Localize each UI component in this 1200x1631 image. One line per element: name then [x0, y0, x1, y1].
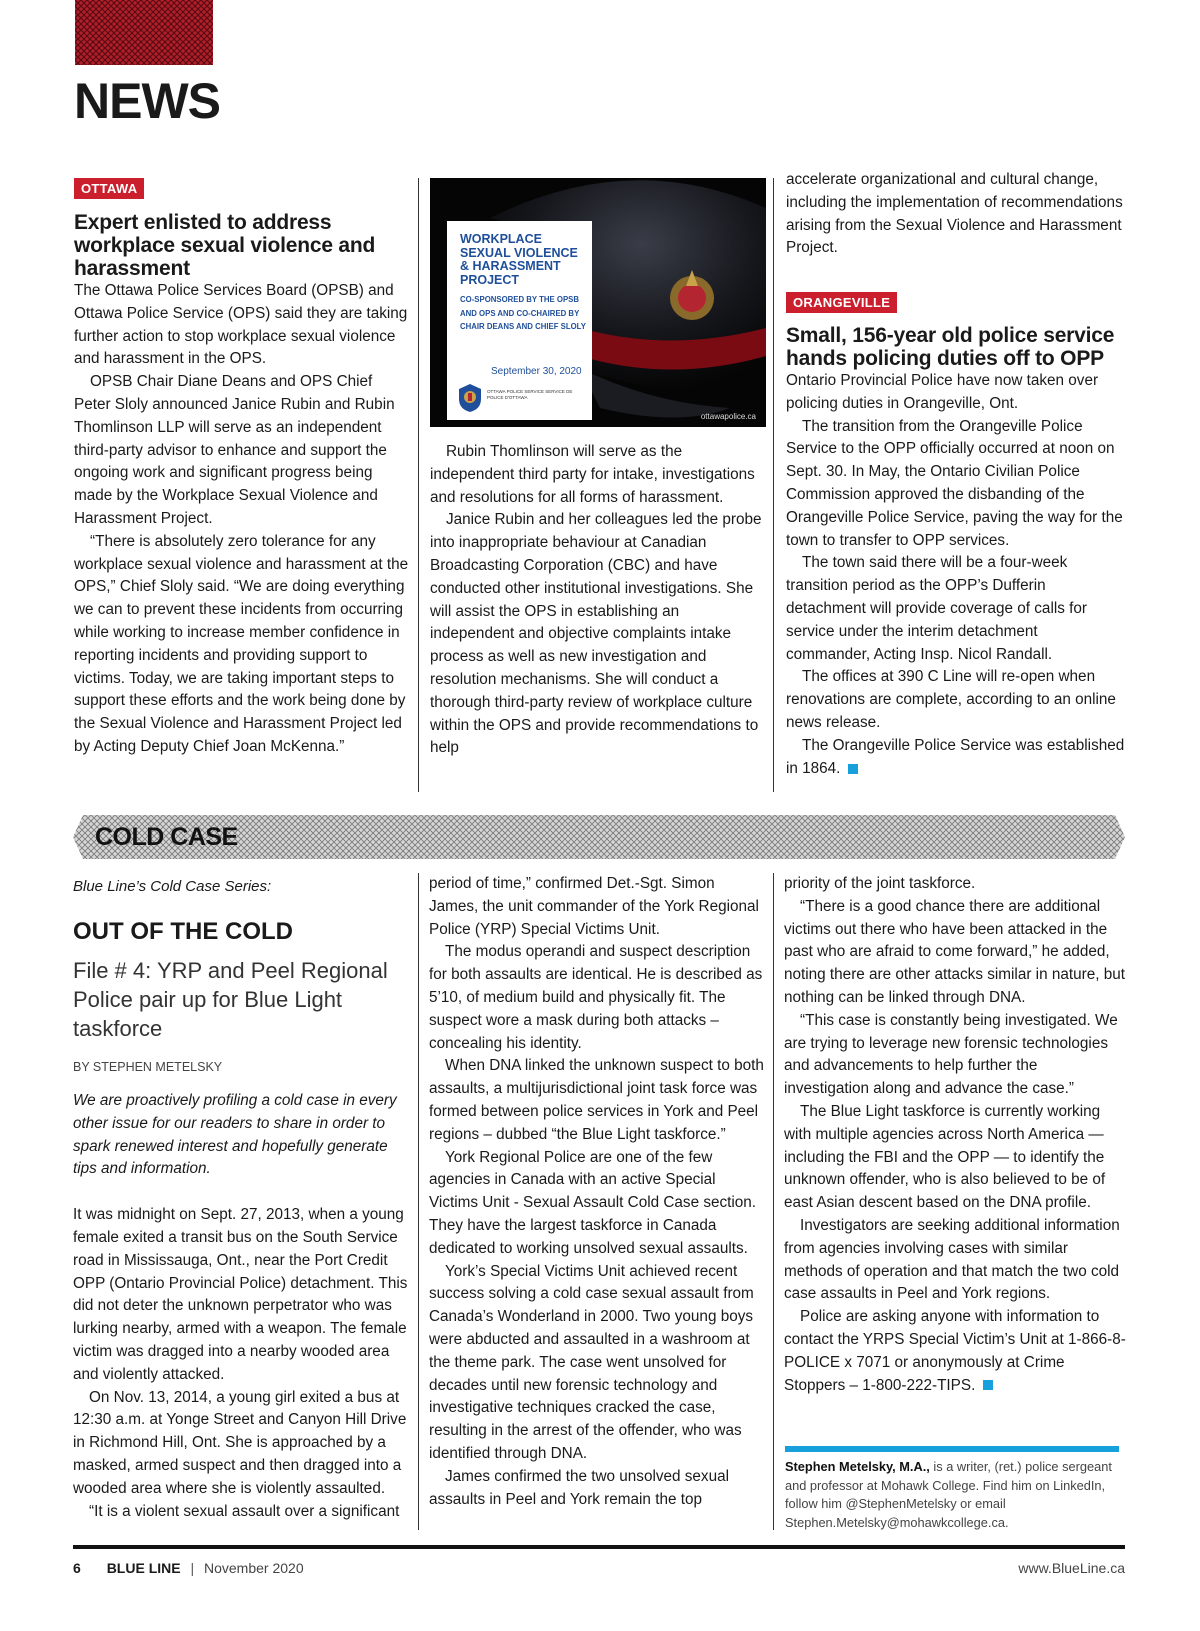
paragraph: The transition from the Orangeville Police Service to the OPP officially occurred at noon on Sept. 30. In May, the Ontario Civilian Police Commission approved the disbanding of the Orangeville Police Service, paving the way for the town to transfer to OPP services.	[786, 417, 1123, 549]
poster-subtitle: CO-SPONSORED BY THE OPSB AND OPS AND CO-CHAIRED BY CHAIR DEANS AND CHIEF SLOLY	[460, 295, 586, 331]
ottawa-article-col1	[74, 178, 413, 759]
end-mark-icon	[983, 1380, 993, 1390]
paragraph: OPSB Chair Diane Deans and OPS Chief Peter Sloly announced Janice Rubin and Rubin Thomlinson LLP will serve as an independent third-party advisor to enhance and support the ongoing work and significant progress being made by the Workplace Sexual Violence and Harassment Project.	[74, 373, 395, 527]
byline: BY STEPHEN METELSKY	[73, 1060, 223, 1074]
poster-title: WORKPLACE SEXUAL VIOLENCE & HARASSMENT PROJECT	[460, 232, 578, 287]
paragraph: The Ottawa Police Services Board (OPSB) and Ottawa Police Service (OPS) said they are taking further action to stop workplace sexual violence and harassment in the OPS.	[74, 282, 408, 368]
poster-date: September 30, 2020	[491, 366, 582, 377]
paragraph: It was midnight on Sept. 27, 2013, when a young female exited a transit bus on the South Service road in Mississauga, Ont., near the Port Credit OPP (Ontario Provincial Police) detachment. This did not deter the unknown perpetrator who was lurking nearby, armed with a weapon. The female victim was dragged into a nearby wooded area and violently attacked.	[73, 1206, 408, 1383]
paragraph: York Regional Police are one of the few agencies in Canada with an active Special Victims Unit - Sexual Assault Cold Case section. They have the largest taskforce in Canada dedicated to working unsolved sexual assaults.	[429, 1148, 757, 1257]
orangeville-headline: Small, 156-year old police service hands policing duties off to OPP	[786, 324, 1115, 370]
paragraph-text: The Orangeville Police Service was established in 1864.	[786, 736, 1125, 777]
photo-website: ottawapolice.ca	[700, 412, 756, 421]
paragraph: The town said there will be a four-week transition period as the OPP’s Dufferin detachment will provide coverage of calls for service under the interim detachment commander, Acting Insp. Nicol Randall.	[786, 554, 1087, 663]
ottawa-body-col3	[786, 169, 1126, 260]
issue-date: November 2020	[204, 1560, 304, 1576]
cold-case-body-col3	[784, 873, 1126, 1397]
section-title: NEWS	[74, 73, 220, 129]
end-mark-icon	[848, 764, 858, 774]
orangeville-article	[786, 292, 1126, 780]
cold-case-body-col2	[429, 873, 765, 1511]
ottawa-headline: Expert enlisted to address workplace sexual violence and harassment	[74, 211, 376, 280]
paragraph: priority of the joint taskforce.	[784, 875, 976, 892]
cold-case-subtitle: File # 4: YRP and Peel Regional Police pair up for Blue Light taskforce	[73, 958, 388, 1041]
series-label: Blue Line’s Cold Case Series:	[73, 878, 272, 895]
paragraph-text: Police are asking anyone with information to contact the YRPS Special Victim’s Unit at 1-866-8-POLICE x 7071 or anonymously at Crime Stoppers – 1-800-222-TIPS.	[784, 1308, 1126, 1394]
paragraph: The modus operandi and suspect description for both assaults are identical. He is described as 5’10, of medium build and physically fit. The suspect wore a mask during both attacks – concealing his identity.	[429, 943, 763, 1052]
orangeville-body	[786, 370, 1126, 780]
author-bio-rule	[785, 1446, 1119, 1452]
ottawa-police-crest-icon	[457, 383, 483, 413]
paragraph: Ontario Provincial Police have now taken over policing duties in Orangeville, Ont.	[786, 372, 1099, 412]
poster-org: OTTAWA POLICE SERVICE SERVICE DE POLICE D'OTTAWA	[487, 389, 573, 400]
paragraph: “It is a violent sexual assault over a significant	[89, 1502, 400, 1520]
author-bio	[785, 1458, 1119, 1532]
ottawa-tag: OTTAWA	[74, 178, 144, 199]
cold-case-col1	[73, 876, 413, 1523]
footer-separator: |	[190, 1560, 195, 1576]
intro-text: We are proactively profiling a cold case in every other issue for our readers to share in order to spark renewed interest and hopefully generate tips and information.	[73, 1092, 397, 1178]
paragraph: James confirmed the two unsolved sexual assaults in Peel and York remain the top	[429, 1467, 729, 1508]
cold-case-banner-title: COLD CASE	[95, 823, 238, 851]
orangeville-tag: ORANGEVILLE	[786, 292, 897, 313]
ottawa-body-col2	[430, 441, 765, 760]
paragraph: “This case is constantly being investigated. We are trying to leverage new forensic technologies and advancements to help further the investigation along and advance the case.”	[784, 1011, 1118, 1098]
footer-website: www.BlueLine.ca	[1018, 1560, 1125, 1576]
footer-left	[73, 1559, 304, 1577]
paragraph	[786, 735, 1126, 781]
paragraph: Janice Rubin and her colleagues led the probe into inappropriate behaviour at Canadian Broadcasting Corporation (CBC) and have conducted other institutional investigations. She will assist the OPS in establishing an independent and objective complaints intake process as well as new investigation and resolution mechanisms. She will conduct a thorough third-party review of workplace culture within the OPS and provide recommendations to help	[430, 511, 762, 757]
paragraph: Rubin Thomlinson will serve as the independent third party for intake, investigations and resolutions for all forms of harassment.	[430, 443, 755, 506]
magazine-name: BLUE LINE	[106, 1560, 181, 1576]
page-number: 6	[73, 1560, 81, 1576]
paragraph: York’s Special Victims Unit achieved recent success solving a cold case sexual assault from Canada’s Wonderland in 2000. Two young boys were abducted and assaulted in a washroom at the theme park. The case went unsolved for decades until new forensic technology and investigative techniques cracked the case, resulting in the arrest of the offender, who was identified through DNA.	[429, 1262, 754, 1462]
paragraph: “There is absolutely zero tolerance for any workplace sexual violence and harassment at the OPS,” Chief Sloly said. “We are doing everything we can to prevent these incidents from occurring while working to increase member confidence in reporting incidents and providing support to victims. Today, we are taking important steps to support these efforts and the work being done by the Sexual Violence and Harassment Project led by Acting Deputy Chief Joan McKenna.”	[74, 532, 409, 755]
column-divider	[418, 178, 419, 792]
paragraph: When DNA linked the unknown suspect to both assaults, a multijurisdictional joint task force was formed between police services in York and Peel regions – dubbed “the Blue Light taskforce.”	[429, 1057, 764, 1143]
paragraph: “There is a good chance there are additional victims out there who have been attacked in the past who are afraid to come forward,” he added, noting there are other attacks similar in nature, but nothing can be linked through DNA.	[784, 897, 1125, 1006]
column-divider	[418, 873, 419, 1530]
column-divider	[773, 873, 774, 1530]
paragraph: The offices at 390 C Line will re-open when renovations are complete, according to an online news release.	[786, 668, 1116, 731]
project-poster	[447, 221, 592, 420]
paragraph: period of time,” confirmed Det.-Sgt. Simon James, the unit commander of the York Regional Police (YRP) Special Victims Unit.	[429, 875, 759, 938]
ottawa-body-col1	[74, 280, 413, 759]
paragraph: accelerate organizational and cultural change, including the implementation of recommendations arising from the Sexual Violence and Harassment Project.	[786, 171, 1123, 257]
ottawa-photo	[430, 178, 766, 427]
paragraph: Investigators are seeking additional information from agencies involving cases with similar methods of operation and that match the two cold case assaults in Peel and York regions.	[784, 1216, 1120, 1303]
cold-case-body-col1	[73, 1204, 413, 1523]
paragraph: The Blue Light taskforce is currently working with multiple agencies across North America — including the FBI and the OPP — to identify the unknown offender, who is also believed to be of east Asian descent based on the DNA profile.	[784, 1102, 1106, 1212]
section-pattern-block	[75, 0, 213, 65]
paragraph: On Nov. 13, 2014, a young girl exited a bus at 12:30 a.m. at Yonge Street and Canyon Hill Drive in Richmond Hill, Ont. She is approached by a masked, armed suspect and then dragged into a wooded area where she is violently assaulted.	[73, 1388, 407, 1497]
footer-rule	[73, 1545, 1125, 1549]
column-divider	[773, 178, 774, 792]
author-name: Stephen Metelsky, M.A.,	[785, 1459, 930, 1474]
cold-case-title: OUT OF THE COLD	[73, 918, 293, 945]
paragraph	[784, 1306, 1126, 1397]
author-bio-text: is a writer, (ret.) police sergeant and professor at Mohawk College. Find him on LinkedIn, follow him @StephenMetelsky or email Stephen.Metelsky@mohawkcollege.ca.	[785, 1459, 1112, 1530]
